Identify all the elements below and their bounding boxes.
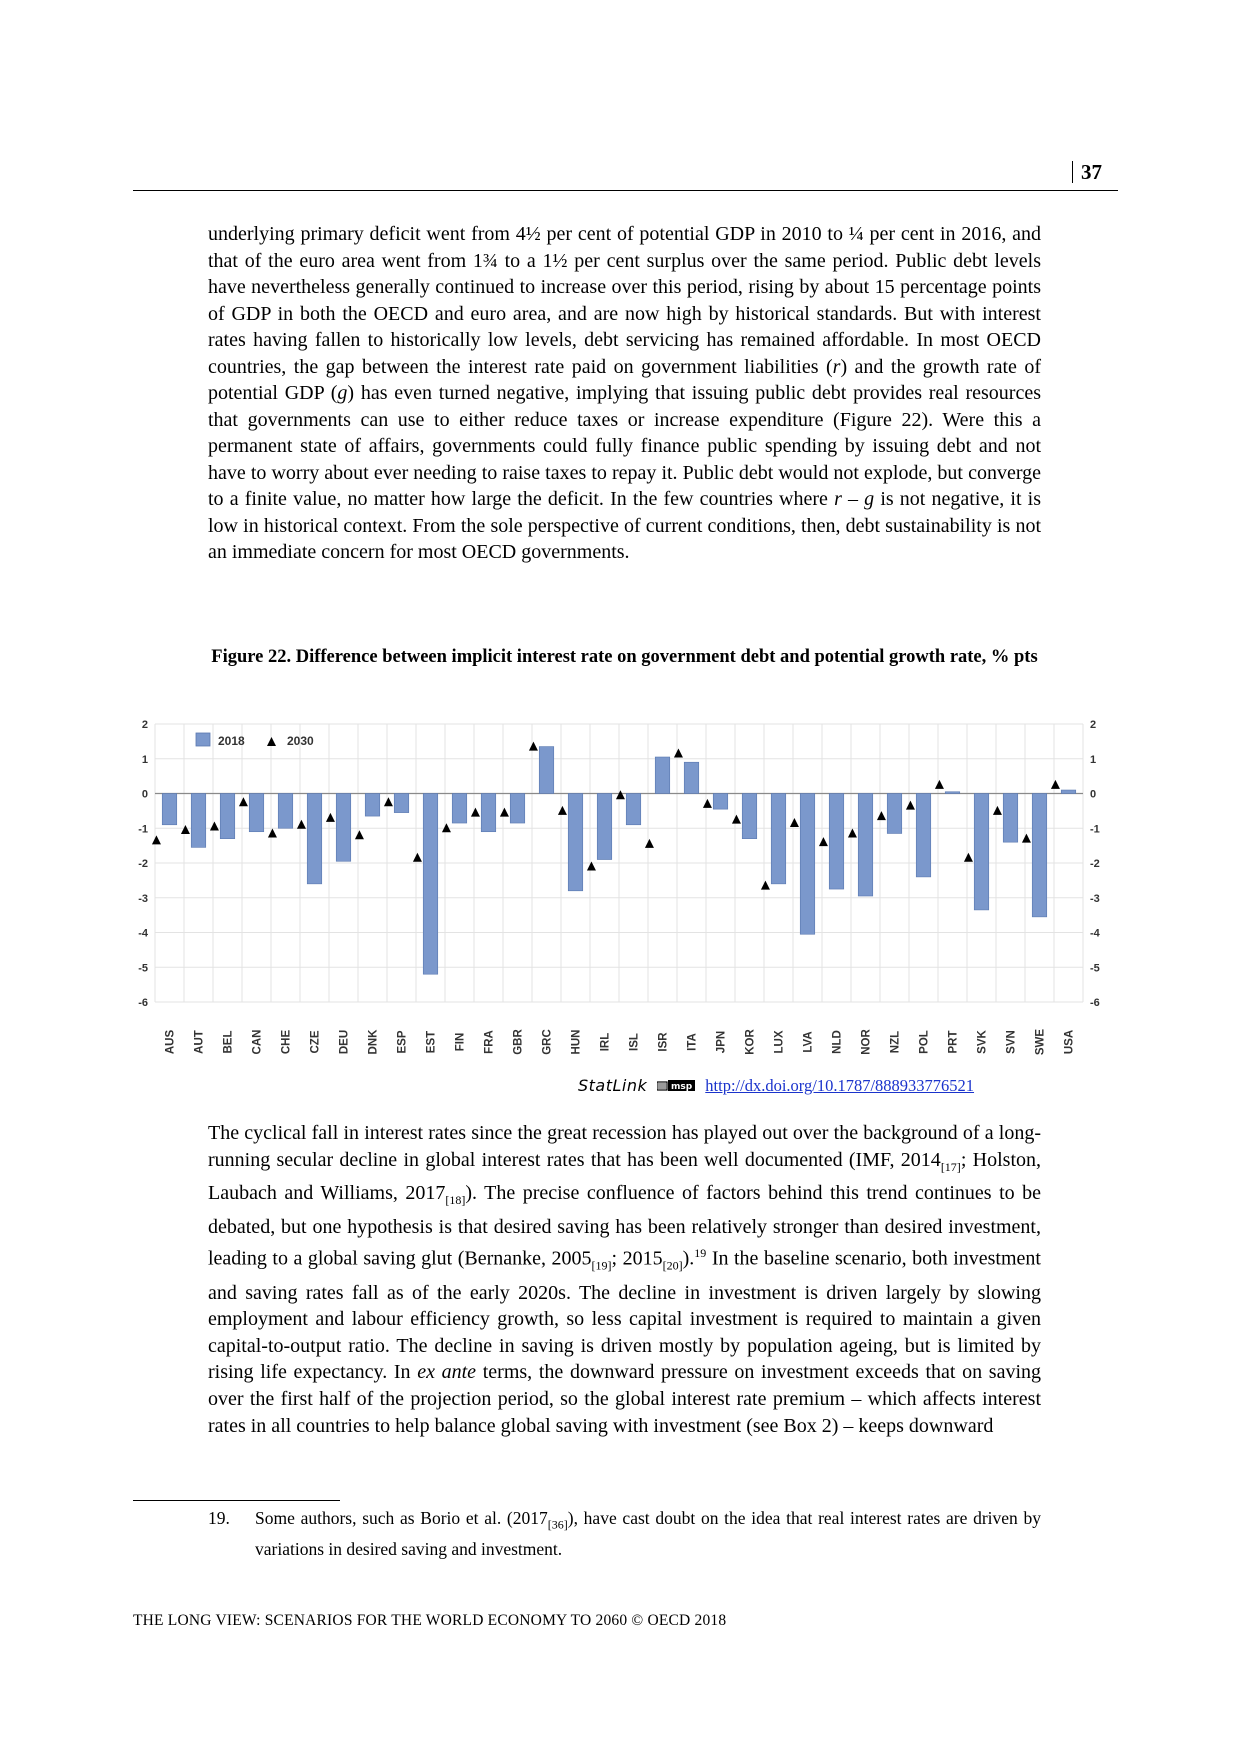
marker-2030-jpn (703, 799, 712, 808)
bar-2018-aut (191, 794, 206, 848)
bar-2018-jpn (713, 794, 728, 810)
bar-2018-bel (220, 794, 235, 839)
marker-2030-deu (326, 813, 335, 822)
marker-2030-cze (297, 820, 306, 829)
legend-swatch-2018 (196, 733, 210, 746)
paragraph-1: underlying primary deficit went from 4½ per cent of potential GDP in 2010 to ¼ per cent in 2016, and that of the euro area went from 1¾ to a 1½ per cent surplus over the same period. Public debt levels have nevertheless generally continued to increase over this period, rising by about 15 percentage points of GDP in both the OECD and euro area, and are now high by historical standards. But with interest rates having fallen to historically low levels, debt servicing has remained affordable. In most OECD countries, the gap between the interest rate paid on government liabilities (r) and the growth rate of potential GDP (g) has even turned negative, implying that issuing public debt provides real resources that governments can use to either reduce taxes or increase expenditure (Figure 22). Were this a permanent state of affairs, governments could fully finance public spending by issuing debt and not have to worry about ever needing to raise taxes to repay it. Public debt would not explode, but converge to a finite value, no matter how large the deficit. In the few countries where r – g is not negative, it is low in historical context. From the sole perspective of current conditions, then, debt sustainability is not an immediate concern for most OECD governments. (208, 223, 1042, 563)
y-tick-label-right: -6 (1090, 997, 1100, 1009)
bar-2018-lux (771, 794, 786, 884)
bar-2018-deu (336, 794, 351, 862)
bar-2018-svn (1003, 794, 1018, 843)
x-tick-label-isr: ISR (657, 1032, 670, 1052)
bar-2018-pol (916, 794, 931, 877)
marker-2030-che (268, 828, 277, 837)
figure-title: Figure 22. Difference between implicit interest rate on government debt and potential growth rate, % pts (211, 647, 1038, 667)
x-tick-label-est: EST (425, 1030, 438, 1054)
x-tick-label-usa: USA (1063, 1029, 1076, 1055)
x-tick-label-aut: AUT (193, 1030, 206, 1054)
marker-2030-est (413, 853, 422, 862)
bar-2018-fin (452, 794, 467, 824)
paragraph-2: The cyclical fall in interest rates since the great recession has played out over the background of a long-running secular decline in global interest rates that has been well documented (IMF, $2014_{[17]}$; Holston, Laubach and Williams, $2017_{[18]}$). The precise confluence of factors behind this trend continues to be debated, but one hypothesis is that desired saving has been relatively stronger than desired investment, leading to a global saving glut (Bernanke, $2005_{[19]}$; $2015_{[20]}).^{19}$ In the baseline scenario, both investment and saving rates fall as of the early 2020s. The decline in investment is driven largely by slowing employment and labour efficiency growth, so less capital investment is required to maintain a given capital-to-output ratio. The decline in saving is driven mostly by population ageing, but is limited by rising life expectancy. In ex ante terms, the downward pressure on investment exceeds that on saving over the first half of the projection period, so the global interest rate premium – which affects interest rates in all countries to help balance global saving with investment (see Box 2) – keeps downward (208, 1122, 1042, 1437)
statlink-url-link[interactable]: http://dx.doi.org/10.1787/888933776521 (705, 1076, 975, 1095)
bar-2018-est (423, 794, 438, 975)
y-tick-label-left: 0 (141, 788, 148, 801)
x-tick-label-aus: AUS (164, 1029, 177, 1055)
y-tick-label-left: -4 (138, 927, 148, 940)
x-tick-label-fra: FRA (483, 1030, 496, 1054)
x-tick-label-isl: ISL (628, 1033, 641, 1051)
bar-2018-dnk (365, 794, 380, 817)
y-tick-label-right: -3 (1090, 892, 1100, 905)
bar-2018-usa (1061, 790, 1076, 793)
legend-label-2030: 2030 (287, 734, 314, 748)
x-tick-label-kor: KOR (744, 1029, 757, 1055)
page-number: 37 (1072, 160, 1102, 185)
x-tick-label-fin: FIN (454, 1032, 467, 1052)
marker-2030-pol (906, 801, 915, 810)
marker-2030-hun (558, 806, 567, 815)
x-tick-label-pol: POL (918, 1030, 931, 1054)
bar-2018-can (249, 794, 264, 832)
x-tick-label-esp: ESP (396, 1030, 409, 1054)
marker-2030-ita (674, 749, 683, 758)
marker-2030-usa (1051, 780, 1060, 789)
y-tick-label-left: -5 (138, 962, 148, 975)
x-tick-label-gbr: GBR (512, 1029, 525, 1055)
y-tick-label-right: -4 (1090, 927, 1100, 940)
marker-2030-kor (732, 815, 741, 824)
marker-2030-aus (152, 835, 161, 844)
x-tick-label-nor: NOR (860, 1029, 873, 1055)
x-tick-label-grc: GRC (541, 1029, 554, 1055)
x-tick-label-hun: HUN (570, 1029, 583, 1055)
marker-2030-grc (529, 742, 538, 751)
bar-2018-swe (1032, 794, 1047, 917)
bar-2018-che (278, 794, 293, 829)
y-tick-label-right: 2 (1090, 719, 1097, 731)
bar-2018-hun (568, 794, 583, 891)
marker-2030-nld (819, 837, 828, 846)
y-tick-label-left: -2 (138, 858, 148, 870)
bar-2018-kor (742, 794, 757, 839)
y-tick-label-left: -6 (138, 997, 148, 1009)
bar-2018-grc (539, 747, 554, 794)
bar-2018-svk (974, 794, 989, 910)
x-tick-label-lux: LUX (773, 1030, 786, 1054)
bar-2018-irl (597, 794, 612, 860)
y-tick-label-right: -5 (1090, 962, 1100, 975)
footnote-rule (133, 1500, 340, 1501)
bar-2018-fra (481, 794, 496, 832)
footnote-text: Some authors, such as Borio et al. $(2017_{[36]})$, have cast doubt on the idea that real interest rates are driven by variations in desired saving and investment. (255, 1508, 1042, 1559)
bar-2018-nzl (887, 794, 902, 834)
x-tick-label-lva: LVA (802, 1031, 815, 1053)
y-tick-label-right: 0 (1090, 788, 1097, 801)
y-tick-label-left: 1 (141, 753, 148, 766)
marker-2030-can (239, 797, 248, 806)
y-tick-label-left: -3 (138, 892, 148, 905)
footnote-marker[interactable]: 19 (694, 1246, 707, 1261)
y-tick-label-right: 1 (1090, 753, 1097, 766)
marker-2030-bel (210, 822, 219, 831)
marker-2030-svk (964, 853, 973, 862)
bar-2018-ita (684, 762, 699, 793)
footnote-number: 19. (208, 1508, 230, 1528)
bar-2018-nld (829, 794, 844, 890)
page-footer: THE LONG VIEW: SCENARIOS FOR THE WORLD ECONOMY TO 2060 © OECD 2018 (133, 1612, 727, 1629)
y-tick-label-left: -1 (138, 823, 148, 836)
marker-2030-svn (993, 806, 1002, 815)
x-tick-label-dnk: DNK (367, 1029, 380, 1055)
x-tick-label-irl: IRL (599, 1032, 612, 1052)
bar-2018-gbr (510, 794, 525, 824)
bar-2018-aus (162, 794, 177, 825)
statlink-label: StatLink (578, 1076, 648, 1095)
marker-2030-isr (645, 839, 654, 848)
x-tick-label-svn: SVN (1005, 1030, 1018, 1054)
svg-text:msp: msp (671, 1081, 693, 1092)
x-tick-label-cze: CZE (309, 1030, 322, 1054)
x-tick-label-ita: ITA (686, 1033, 699, 1051)
x-tick-label-bel: BEL (222, 1030, 235, 1054)
marker-2030-fra (471, 808, 480, 817)
x-tick-label-nzl: NZL (889, 1030, 902, 1054)
legend-label-2018: 2018 (218, 734, 245, 748)
bar-2018-cze (307, 794, 322, 884)
marker-2030-nor (848, 828, 857, 837)
marker-2030-aut (181, 825, 190, 834)
footnote-19 (208, 1506, 1041, 1561)
bar-2018-esp (394, 794, 409, 813)
marker-2030-nzl (877, 811, 886, 820)
statlink-logo-icon (657, 1078, 695, 1097)
x-tick-label-nld: NLD (831, 1030, 844, 1054)
x-tick-label-jpn: JPN (715, 1030, 728, 1054)
y-tick-label-left: 2 (141, 719, 148, 731)
y-tick-label-right: -1 (1090, 823, 1100, 836)
marker-2030-lux (761, 881, 770, 890)
marker-2030-isl (616, 790, 625, 799)
x-tick-label-can: CAN (251, 1029, 264, 1055)
statlink (578, 1076, 974, 1097)
x-tick-label-svk: SVK (976, 1030, 989, 1054)
marker-2030-gbr (500, 808, 509, 817)
x-tick-label-che: CHE (280, 1029, 293, 1055)
bar-2018-prt (945, 792, 960, 794)
marker-2030-prt (935, 780, 944, 789)
marker-2030-dnk (355, 830, 364, 839)
bar-2018-lva (800, 794, 815, 935)
bar-2018-isl (626, 794, 641, 825)
bar-2018-nor (858, 794, 873, 897)
marker-2030-swe (1022, 834, 1031, 843)
x-tick-label-prt: PRT (947, 1030, 960, 1054)
marker-2030-lva (790, 818, 799, 827)
bar-2018-isr (655, 757, 670, 793)
x-tick-label-deu: DEU (338, 1029, 351, 1055)
x-tick-label-swe: SWE (1034, 1028, 1047, 1056)
marker-2030-esp (384, 797, 393, 806)
y-tick-label-right: -2 (1090, 858, 1100, 870)
legend-marker-2030 (267, 737, 276, 746)
